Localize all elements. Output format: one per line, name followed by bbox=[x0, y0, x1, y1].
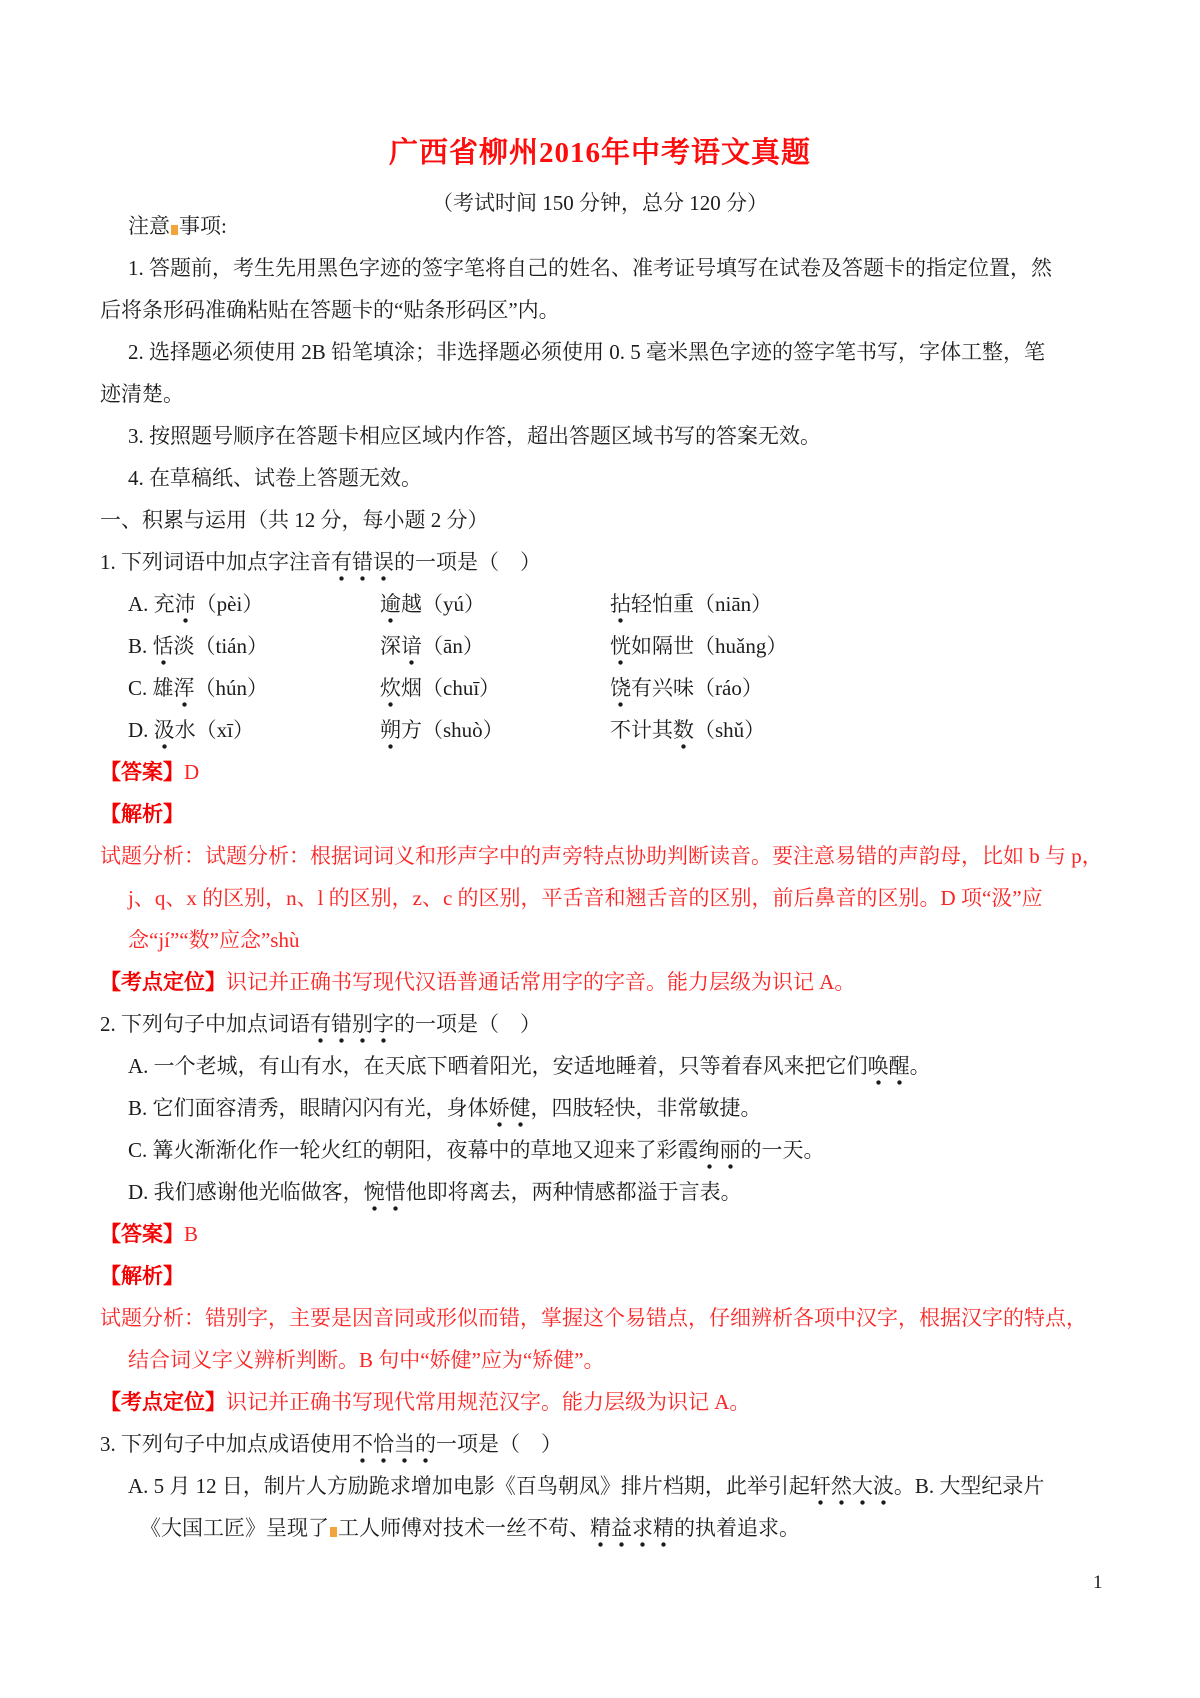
q1-d-word2-pinyin: 方（shuò） bbox=[401, 718, 504, 742]
answer-label: 【答案】 bbox=[100, 760, 184, 784]
q1-option-b bbox=[100, 625, 1110, 667]
q2-a-post: 。 bbox=[909, 1054, 931, 1078]
page-title: 广西省柳州2016年中考语文真题 bbox=[388, 137, 811, 169]
q2-analysis-label bbox=[100, 1255, 1110, 1297]
q1-b-word1-dot: 恬 bbox=[153, 634, 174, 666]
q3-a-line2-post: 的执着追求。 bbox=[674, 1516, 800, 1540]
q1-b-word3-dot: 恍 bbox=[610, 634, 631, 666]
q1-a-word2-pinyin: 越（yú） bbox=[401, 592, 485, 616]
q1-d-word3-dot: 数 bbox=[673, 718, 694, 750]
q1-option-c bbox=[100, 667, 1110, 709]
analysis-label: 【解析】 bbox=[100, 1264, 184, 1288]
q3-a-line1-pre: A. 5 月 12 日，制片人方励跪求增加电影《百鸟朝凤》排片档期，此举引起 bbox=[128, 1474, 810, 1498]
q1-option-a bbox=[100, 583, 1110, 625]
analysis-label: 【解析】 bbox=[100, 802, 184, 826]
q1-c-word2-dot: 炊 bbox=[380, 676, 401, 708]
orange-artifact-mark bbox=[330, 1527, 337, 1537]
kaodian-label: 【考点定位】 bbox=[100, 1390, 226, 1414]
q2-option-b bbox=[100, 1087, 1110, 1129]
notice-item-1-line-1: 1. 答题前，考生先用黑色字迹的签字笔将自己的姓名、准考证号填写在试卷及答题卡的指定位置，然 bbox=[128, 256, 1052, 280]
q1-stem-pre: 1. 下列词语中加点字注音 bbox=[100, 550, 331, 574]
q2-kaodian-text: 识记并正确书写现代常用规范汉字。能力层级为识记 A。 bbox=[226, 1390, 751, 1414]
q1-d-word1-pinyin: 水（xī） bbox=[174, 718, 255, 742]
q2-c-post: 的一天。 bbox=[740, 1138, 825, 1162]
q2-a-pre: A. 一个老城，有山有水，在天底下晒着阳光，安适地睡着，只等着春风来把它们 bbox=[128, 1054, 868, 1078]
q2-kaodian bbox=[100, 1381, 1110, 1423]
q2-stem bbox=[100, 1003, 1110, 1045]
notice-item-2-line-2: 迹清楚。 bbox=[100, 382, 184, 406]
notice-item-1-line-2: 后将条形码准确粘贴在答题卡的“贴条形码区”内。 bbox=[100, 298, 560, 322]
q2-option-c bbox=[100, 1129, 1110, 1171]
q1-stem-post: 的一项是（ ） bbox=[394, 550, 541, 574]
q1-kaodian bbox=[100, 961, 1110, 1003]
notice-item-2-line-1: 2. 选择题必须使用 2B 铅笔填涂；非选择题必须使用 0. 5 毫米黑色字迹的签字笔书写，字体工整，笔 bbox=[128, 340, 1046, 364]
q1-c-word1-dot: 浑 bbox=[174, 676, 195, 708]
q3-option-a-line-1 bbox=[100, 1465, 1110, 1507]
q1-a-word3-dot: 拈 bbox=[610, 592, 631, 624]
q2-answer-value: B bbox=[184, 1222, 199, 1246]
q3-a-line1-post: 。B. 大型纪录片 bbox=[893, 1474, 1045, 1498]
q1-answer-value: D bbox=[184, 760, 200, 784]
q1-answer bbox=[100, 751, 1110, 793]
q1-option-d bbox=[100, 709, 1110, 751]
q1-d-word3: 不计其 bbox=[610, 718, 673, 742]
q1-analysis-line-1: 试题分析：试题分析：根据词词义和形声字中的声旁特点协助判断读音。要注意易错的声韵母，比如 b 与 p， bbox=[100, 844, 1103, 868]
page-number: 1 bbox=[1093, 1572, 1103, 1593]
notice-heading-post: 事项: bbox=[179, 214, 227, 238]
q1-c-word3-pinyin: 有兴味（ráo） bbox=[631, 676, 763, 700]
q2-b-pre: B. 它们面容清秀，眼睛闪闪有光，身体 bbox=[128, 1096, 489, 1120]
q1-c-word3-dot: 饶 bbox=[610, 676, 631, 708]
q1-b-word2: 深 bbox=[380, 634, 401, 658]
q1-analysis-label bbox=[100, 793, 1110, 835]
q1-analysis-line-3: 念“jí”“数”应念”shù bbox=[128, 928, 300, 952]
q3-stem-emphasis: 不恰当的 bbox=[352, 1432, 436, 1464]
document-body bbox=[100, 205, 1110, 1549]
notice-item-3: 3. 按照题号顺序在答题卡相应区域内作答，超出答题区域书写的答案无效。 bbox=[128, 424, 821, 448]
orange-artifact-mark bbox=[171, 225, 178, 235]
q2-b-emphasis: 娇健 bbox=[489, 1096, 531, 1128]
q1-stem bbox=[100, 541, 1110, 583]
q2-answer bbox=[100, 1213, 1110, 1255]
q1-b-word3-pinyin: 如隔世（huǎng） bbox=[631, 634, 788, 658]
q2-analysis-line-1: 试题分析：错别字，主要是因音同或形似而错，掌握这个易错点，仔细辨析各项中汉字，根据汉字的特点， bbox=[100, 1306, 1087, 1330]
q1-a-word1: A. 充 bbox=[128, 592, 175, 616]
q1-b-word1: B. bbox=[128, 634, 153, 658]
q1-b-word2-pinyin: （ān） bbox=[422, 634, 484, 658]
q1-a-word1-dot: 沛 bbox=[175, 592, 196, 624]
q2-c-pre: C. 篝火渐渐化作一轮火红的朝阳，夜幕中的草地又迎来了彩霞 bbox=[128, 1138, 699, 1162]
kaodian-label: 【考点定位】 bbox=[100, 970, 226, 994]
q2-c-emphasis: 绚丽 bbox=[699, 1138, 741, 1170]
q1-analysis-line-2: j、q、x 的区别，n、l 的区别，z、c 的区别，平舌音和翘舌音的区别，前后鼻音的区别。D 项“汲”应 bbox=[128, 886, 1043, 910]
section-1-heading: 一、积累与运用（共 12 分，每小题 2 分） bbox=[100, 508, 489, 532]
answer-label: 【答案】 bbox=[100, 1222, 184, 1246]
q1-kaodian-text: 识记并正确书写现代汉语普通话常用字的字音。能力层级为识记 A。 bbox=[226, 970, 856, 994]
notice-heading-pre: 注意 bbox=[128, 214, 170, 238]
q2-analysis-line-2: 结合词义字义辨析判断。B 句中“娇健”应为“矫健”。 bbox=[128, 1348, 605, 1372]
q2-b-post: ，四肢轻快，非常敏捷。 bbox=[530, 1096, 762, 1120]
q1-c-word1-pinyin: （hún） bbox=[194, 676, 269, 700]
q3-a-line2-mid: 工人师傅对技术一丝不苟、 bbox=[338, 1516, 590, 1540]
q3-a-line2-emphasis: 精益求精 bbox=[590, 1516, 674, 1548]
q2-d-emphasis: 惋惜 bbox=[364, 1180, 406, 1212]
q2-a-emphasis: 唤醒 bbox=[868, 1054, 910, 1086]
q1-c-word1: C. 雄 bbox=[128, 676, 174, 700]
exam-time-subtitle: （考试时间 150 分钟，总分 120 分） bbox=[432, 191, 768, 215]
q3-stem bbox=[100, 1423, 1110, 1465]
q2-stem-post: 的一项是（ ） bbox=[394, 1012, 541, 1036]
q1-b-word2-dot: 谙 bbox=[401, 634, 422, 666]
q1-c-word2-pinyin: 烟（chuī） bbox=[401, 676, 501, 700]
q1-d-word1: D. bbox=[128, 718, 154, 742]
q3-a-line2-pre: 《大国工匠》呈现了 bbox=[140, 1516, 329, 1540]
q3-a-line1-emphasis: 轩然大波 bbox=[810, 1474, 894, 1506]
q2-stem-pre: 2. 下列句子中加点词语 bbox=[100, 1012, 310, 1036]
q1-stem-emphasis: 有错误 bbox=[331, 550, 394, 582]
q3-option-a-line-2 bbox=[100, 1507, 1110, 1549]
q1-a-word2-dot: 逾 bbox=[380, 592, 401, 624]
q1-d-word2-dot: 朔 bbox=[380, 718, 401, 750]
q2-d-pre: D. 我们感谢他光临做客， bbox=[128, 1180, 364, 1204]
notice-item-4: 4. 在草稿纸、试卷上答题无效。 bbox=[128, 466, 422, 490]
q1-d-word3-pinyin: （shǔ） bbox=[694, 718, 766, 742]
q1-d-word1-dot: 汲 bbox=[154, 718, 175, 750]
q2-stem-emphasis: 有错别字 bbox=[310, 1012, 394, 1044]
q1-a-word1-pinyin: （pèi） bbox=[195, 592, 264, 616]
q1-b-word1-pinyin: 淡（tián） bbox=[173, 634, 269, 658]
q2-option-d bbox=[100, 1171, 1110, 1213]
q3-stem-post: 一项是（ ） bbox=[436, 1432, 562, 1456]
q2-d-post: 他即将离去，两种情感都溢于言表。 bbox=[405, 1180, 742, 1204]
notice-heading bbox=[100, 205, 1110, 247]
q1-a-word3-pinyin: 轻怕重（niān） bbox=[631, 592, 773, 616]
q2-option-a bbox=[100, 1045, 1110, 1087]
q3-stem-pre: 3. 下列句子中加点成语使用 bbox=[100, 1432, 352, 1456]
